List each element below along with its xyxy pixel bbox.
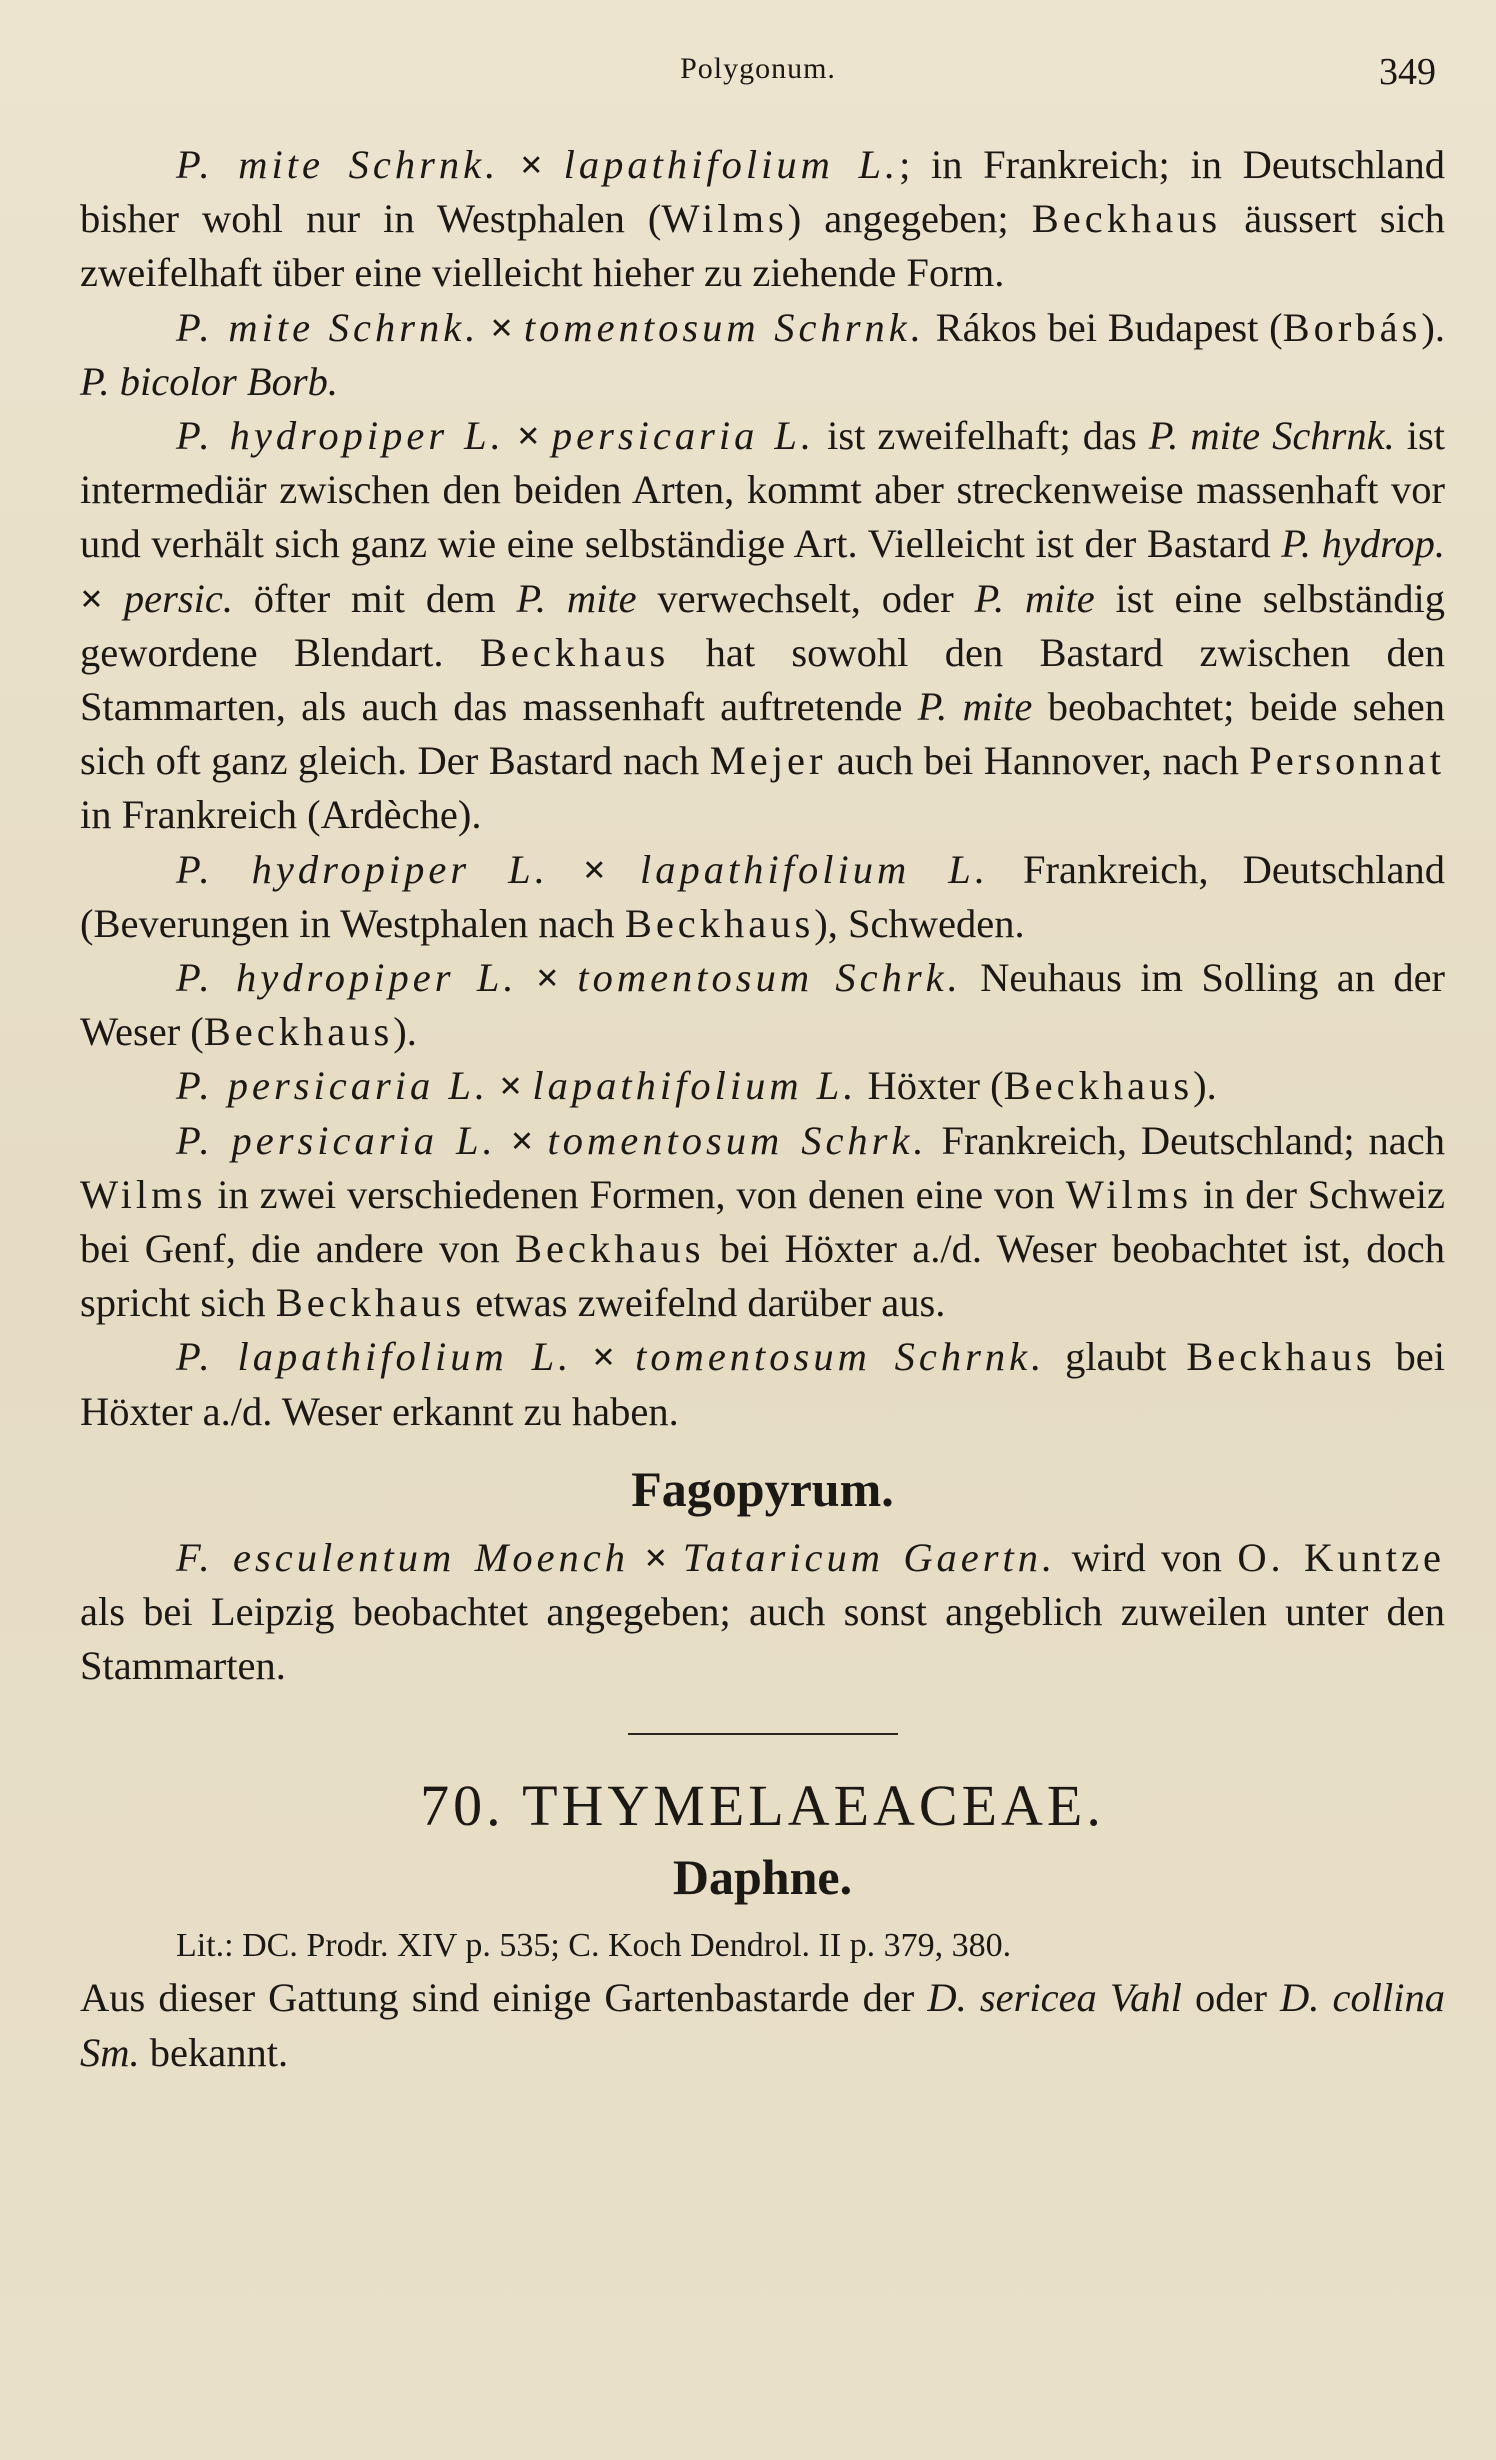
author-name: Personnat xyxy=(1249,738,1446,784)
text: glaubt xyxy=(1045,1334,1187,1380)
text: in zwei verschiedenen Formen, von denen eine von xyxy=(206,1171,1066,1217)
text: ). xyxy=(1193,1063,1217,1109)
text: auch bei Hannover, nach xyxy=(826,738,1250,784)
author-name: Beckhaus xyxy=(1031,196,1222,242)
text: Frankreich, Deutschland; nach xyxy=(927,1117,1445,1163)
text: Frankreich, Deutschland (Beverungen in Westphalen nach xyxy=(80,846,1446,946)
author-name: Mejer xyxy=(709,738,827,784)
author-name: Beckhaus xyxy=(515,1226,705,1272)
author-name: O. Kuntze xyxy=(1237,1534,1446,1580)
author-name: Beckhaus xyxy=(1003,1063,1194,1109)
taxon: tomentosum Schrnk. xyxy=(523,304,925,350)
genus-heading-daphne: Daphne. xyxy=(672,1849,853,1906)
taxon: P. hydropiper L. xyxy=(176,413,505,459)
taxon: F. esculentum Moench xyxy=(176,1534,630,1580)
taxon: P. bicolor Borb. xyxy=(80,358,339,404)
taxon: P. mite Schrnk. xyxy=(176,304,480,350)
taxon: D. collina Sm. xyxy=(80,1975,1445,2075)
author-name: Wilms xyxy=(661,196,788,242)
hybrid-sign: × xyxy=(519,142,543,187)
entry-daphne xyxy=(80,1971,1445,2079)
running-head: Polygonum. xyxy=(680,52,836,85)
taxon: persicaria L. xyxy=(551,413,816,459)
taxon: lapathifolium L. xyxy=(563,142,900,187)
entry-hydropiper-tomentosum xyxy=(80,951,1445,1059)
text: ), Schweden. xyxy=(814,900,1025,946)
text: ist zweifelhaft; das xyxy=(815,413,1149,459)
text: öfter mit dem xyxy=(233,575,517,621)
taxon: tomentosum Schrk. xyxy=(577,955,962,1001)
genus-heading-fagopyrum: Fagopyrum. xyxy=(631,1460,894,1517)
author-name: Wilms xyxy=(80,1171,207,1217)
text: ; in Frankreich; in Deutschland bisher wohl nur in Westphalen ( xyxy=(80,142,1446,242)
taxon: D. sericea Vahl xyxy=(927,1975,1182,2021)
text: als bei Leipzig beobachtet angegeben; auch sonst angeblich zuweilen unter den Stammarten. xyxy=(80,1589,1445,1689)
text: wird von xyxy=(1056,1534,1238,1580)
entry-persicaria-lapathifolium xyxy=(80,1059,1445,1113)
author-name: Beckhaus xyxy=(624,900,815,946)
taxon: P. persicaria L. xyxy=(176,1117,497,1163)
text: äussert sich zweifelhaft über eine vielleicht hieher zu ziehende Form. xyxy=(80,196,1445,296)
literature-reference: Lit.: DC. Prodr. XIV p. 535; C. Koch Dendrol. II p. 379, 380. xyxy=(176,1927,1012,1965)
hybrid-sign: × xyxy=(644,1534,668,1580)
hybrid-sign: × xyxy=(516,413,540,459)
text: verwechselt, oder xyxy=(636,575,975,621)
text: bei Höxter a./d. Weser erkannt zu haben. xyxy=(80,1334,1446,1434)
entry-esculentum-tataricum xyxy=(80,1531,1445,1694)
text: ist intermediär zwischen den beiden Arten, kommt aber streckenweise massenhaft vor und verhält sich ganz wie eine selbständige Art. Vielleicht ist der Bastard xyxy=(80,413,1446,567)
text: ). xyxy=(1421,304,1445,350)
text: Neuhaus im Solling an der Weser ( xyxy=(80,955,1446,1055)
text: etwas zweifelnd darüber aus. xyxy=(465,1280,946,1326)
taxon: P. mite xyxy=(516,575,637,621)
hybrid-sign: × xyxy=(490,304,514,350)
body-text xyxy=(80,138,1445,2080)
author-name: Beckhaus xyxy=(203,1009,394,1055)
family-heading: 70. THYMELAEACEAE. xyxy=(420,1773,1105,1839)
taxon: P. hydropiper L. xyxy=(176,846,549,892)
hybrid-sign: × xyxy=(582,846,606,892)
text: Aus dieser Gattung sind einige Gartenbastarde der xyxy=(80,1975,928,2021)
text: beobachtet; beide sehen sich oft ganz gleich. Der Bastard nach xyxy=(80,684,1445,784)
taxon: P. mite xyxy=(974,575,1095,621)
taxon: P. mite Schrnk. xyxy=(176,142,500,187)
section-divider xyxy=(628,1733,898,1735)
page-header xyxy=(80,52,1436,102)
text: Höxter ( xyxy=(857,1063,1004,1109)
text: in der Schweiz bei Genf, die andere von xyxy=(80,1171,1446,1272)
author-name: Beckhaus xyxy=(479,629,670,675)
taxon: P. hydropiper L. xyxy=(176,955,518,1001)
entry-hydropiper-lapathifolium xyxy=(80,843,1445,951)
text: ist eine selbständig gewordene Blendart. xyxy=(80,575,1446,675)
author-name: Beckhaus xyxy=(275,1280,466,1326)
entry-lapathifolium-tomentosum xyxy=(80,1330,1445,1438)
text: ). xyxy=(393,1009,417,1055)
text: hat sowohl den Bastard zwischen den Stammarten, als auch das massenhaft auftretende xyxy=(80,629,1445,730)
entry-persicaria-tomentosum xyxy=(80,1114,1445,1331)
taxon: P. mite xyxy=(917,684,1033,730)
hybrid-sign: × xyxy=(592,1334,616,1380)
text: bekannt. xyxy=(139,2029,289,2075)
taxon: Tataricum Gaertn. xyxy=(682,1534,1057,1580)
taxon: P. lapathifolium L. xyxy=(176,1334,573,1380)
text: Rákos bei Budapest ( xyxy=(924,304,1283,350)
taxon: P. hydrop. xyxy=(1281,521,1445,567)
entry-hydropiper-persicaria xyxy=(80,409,1445,843)
taxon: lapathifolium L. xyxy=(532,1063,858,1109)
page-number: 349 xyxy=(1379,51,1436,93)
hybrid-sign: × xyxy=(80,575,104,621)
author-name: Beckhaus xyxy=(1186,1334,1376,1380)
entry-mite-lapathifolium xyxy=(80,138,1445,301)
text: oder xyxy=(1181,1975,1281,2021)
text: in Frankreich (Ardèche). xyxy=(80,792,482,838)
text: ) angegeben; xyxy=(787,196,1032,242)
hybrid-sign: × xyxy=(510,1117,534,1163)
taxon: P. mite Schrnk. xyxy=(1148,413,1395,459)
entry-mite-tomentosum xyxy=(80,301,1445,409)
taxon: persic. xyxy=(123,575,233,621)
taxon: lapathifolium L. xyxy=(640,846,989,892)
taxon: P. persicaria L. xyxy=(176,1063,490,1109)
hybrid-sign: × xyxy=(535,955,559,1001)
taxon: tomentosum Schrk. xyxy=(547,1117,928,1163)
taxon: tomentosum Schrnk. xyxy=(635,1334,1046,1380)
author-name: Borbás xyxy=(1282,304,1422,350)
text: bei Höxter a./d. Weser beobachtet ist, doch spricht sich xyxy=(80,1226,1445,1326)
author-name: Wilms xyxy=(1065,1171,1192,1217)
hybrid-sign: × xyxy=(499,1063,523,1109)
